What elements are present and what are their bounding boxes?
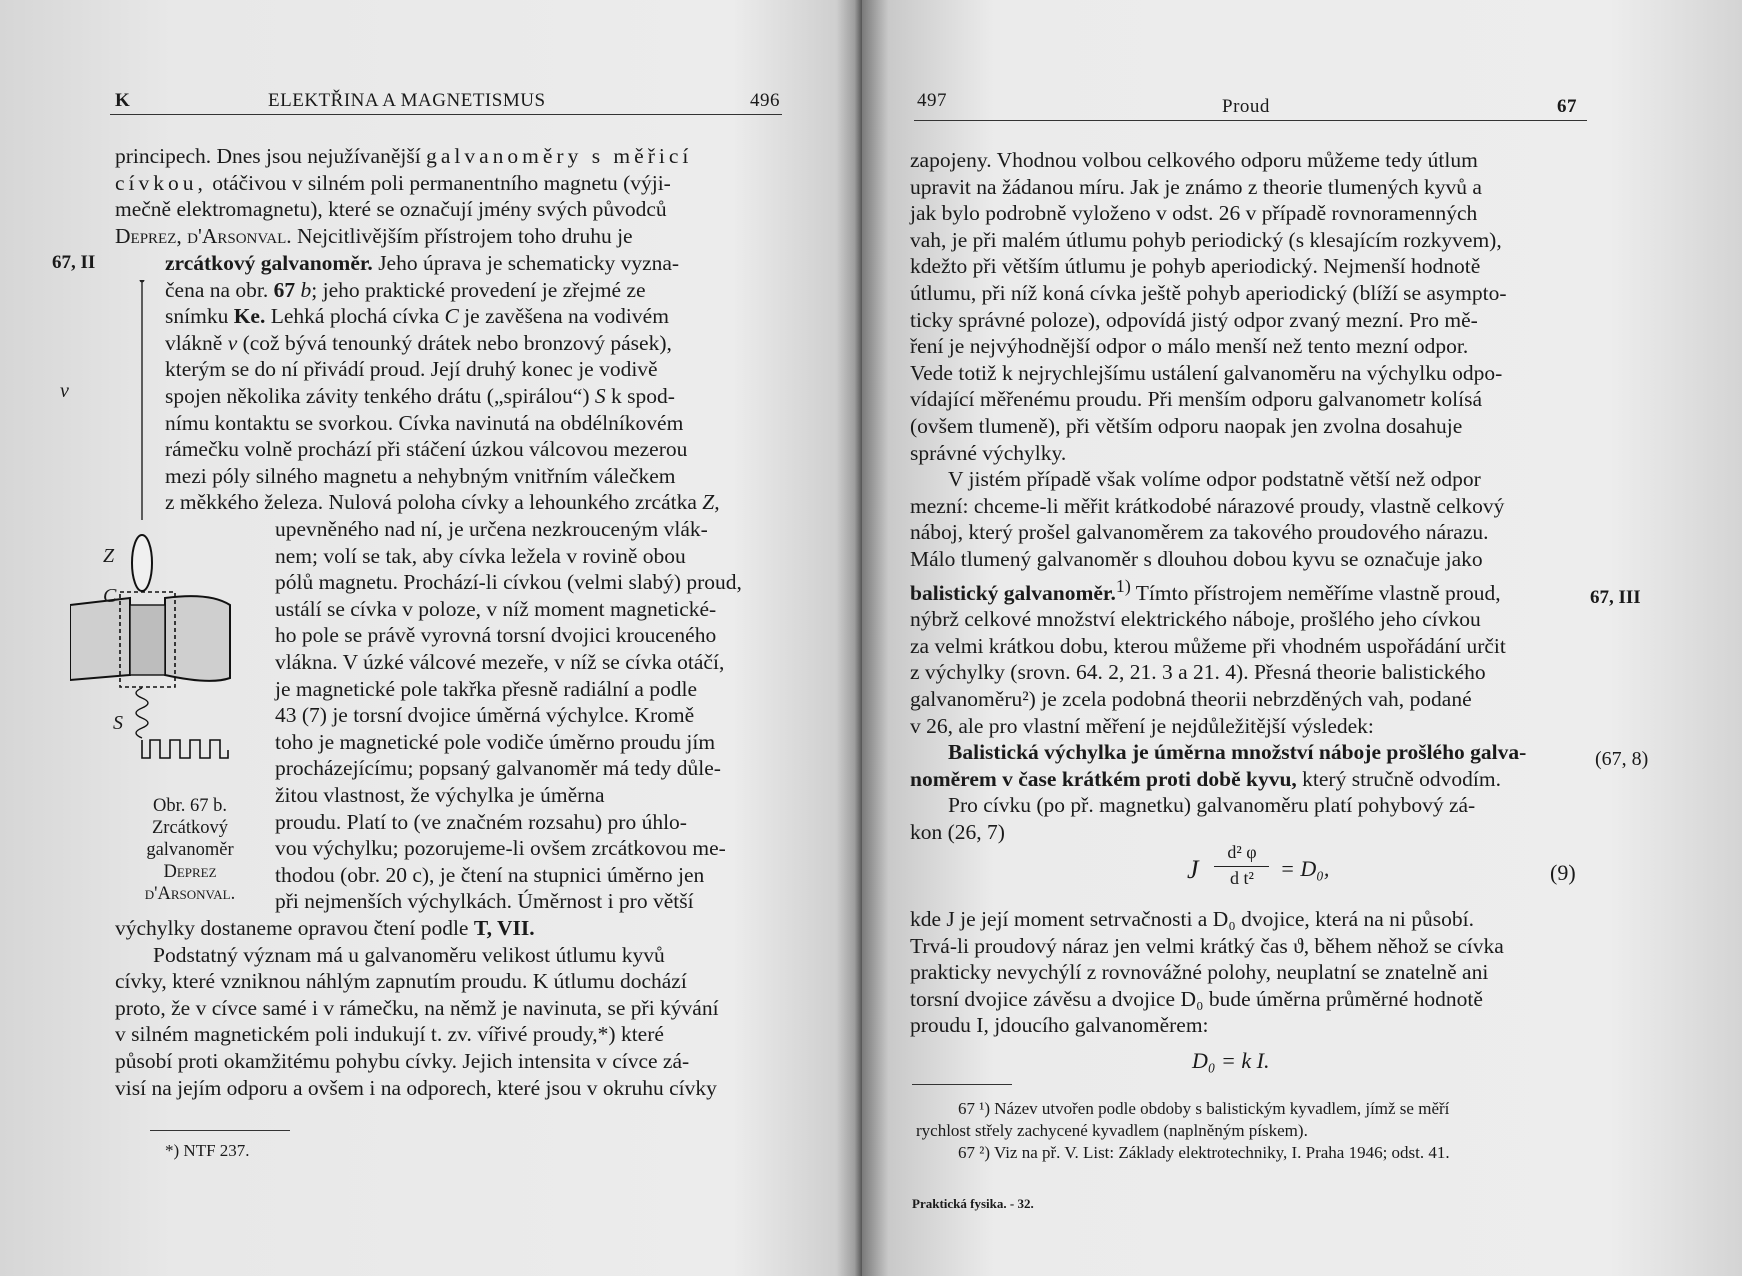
line: nem; volí se tak, aby cívka ležela v rovině obou: [275, 543, 686, 568]
caption-line: d'Arsonval.: [144, 884, 236, 904]
footnote-1b: rychlost střely zachycené kyvadlem (naplněným pískem).: [916, 1121, 1308, 1140]
line: jak bylo podrobně vyloženo v odst. 26 v případě rovnoramenných: [910, 201, 1478, 226]
line: Málo tlumený galvanoměr s dlouhou dobou kyvu se označuje jako: [910, 546, 1483, 571]
spaced-text: galvanoměry s měřicí: [426, 144, 693, 168]
line: [115, 196, 783, 223]
text-run: k spod-: [605, 383, 675, 408]
line: při nejmenších výchylkách. Úměrnost i pro větší: [275, 889, 694, 914]
left-page: [0, 0, 862, 1276]
bold-law: noměrem v čase krátkém proti době kyvu,: [910, 766, 1297, 791]
footnote-2: 67 ²) Viz na př. V. List: Základy elektrotechniky, I. Praha 1946; odst. 41.: [958, 1143, 1450, 1162]
left-header-title: ELEKTŘINA A MAGNETISMUS: [268, 90, 546, 111]
line: vou výchylku; pozorujeme-li ovšem zrcátkovou me-: [275, 836, 726, 861]
printer-signature: Praktická fysika. - 32.: [912, 1196, 1034, 1211]
line: torsní dvojice závěsu a dvojice D₀ bude úměrna průměrné hodnotě: [910, 986, 1483, 1011]
law-line: Balistická výchylka je úměrna množství náboje prošlého galva-: [948, 740, 1527, 765]
italic-symbol: S: [594, 383, 606, 408]
spaced-text: cívkou,: [115, 170, 207, 195]
equation-9-lhs: J: [1187, 855, 1199, 884]
figure-label-s: S: [113, 712, 123, 734]
equation-d0: D₀ = k I.: [1192, 1048, 1270, 1073]
line: [115, 170, 783, 197]
right-margin-note-2: (67, 8): [1595, 748, 1649, 770]
equation-9-denominator: d t²: [1230, 868, 1254, 888]
line: kde J je její moment setrvačnosti a D₀ dvojice, která na ni působí.: [910, 907, 1474, 931]
line: [910, 573, 1586, 607]
text-run: je zavěšena na vodivém: [458, 304, 669, 329]
equation-9-rhs: = D₀,: [1280, 856, 1330, 881]
line: procházejícímu; popsaný galvanoměr má tedy důle-: [275, 756, 721, 781]
line: vah, je při malém útlumu pohyb periodický (s klesajícím rozkyvem),: [910, 227, 1502, 252]
line: prakticky nevychýlí z rovnovážné polohy, neuplatní se znatelně ani: [910, 960, 1489, 985]
left-header-section: K: [115, 90, 131, 111]
caption-line: Obr. 67 b.: [153, 796, 227, 816]
text-run: který stručně odvodím.: [1296, 766, 1501, 791]
right-body-text: [910, 147, 1586, 846]
line: ustálí se cívka v poloze, v níž moment magnetické-: [275, 596, 717, 621]
line: Pro cívku (po př. magnetku) galvanoměru platí pohybový zá-: [948, 793, 1476, 818]
text-run: Tímto přístrojem neměříme vlastně proud,: [1130, 580, 1501, 605]
italic-symbol: Z,: [702, 490, 720, 515]
line: proudu. Platí to (ve značném rozsahu) pro úhlo-: [275, 809, 687, 834]
line: toho je magnetické pole vodiče úměrno proudu jím: [275, 729, 716, 754]
line: je magnetické pole takřka přesně radiální a podle: [275, 676, 698, 701]
line: galvanoměru²) je zcela podobná theorii nebrzděných vah, podané: [910, 687, 1472, 712]
line: nýbrž celkové množství elektrického náboje, prošlého jeho cívkou: [910, 607, 1481, 632]
spiral-spring: [136, 688, 148, 738]
line: [115, 223, 783, 250]
line: v 26, ale pro vlastní měření je nejdůležitější výsledek:: [910, 713, 1374, 738]
equation-9-numerator: d² φ: [1227, 842, 1257, 862]
line: zapojeny. Vhodnou volbou celkového odporu můžeme tedy útlum: [910, 148, 1478, 172]
galvanometer-figure: [70, 280, 270, 780]
figure-caption: [125, 795, 255, 905]
line: proto, že v cívce samé i v rámečku, na němž je navinuta, se při kývání: [115, 995, 719, 1020]
left-lower-text: [115, 915, 783, 1101]
text-run: vlákně: [165, 330, 228, 355]
caption-line: Zrcátkový: [151, 818, 229, 838]
line: Podstatný význam má u galvanoměru velikost útlumu kyvů: [153, 942, 665, 967]
footnote-1a: 67 ¹) Název utvořen podle obdoby s balistickým kyvadlem, jímž se měří: [958, 1099, 1450, 1118]
text-run: výchylky dostaneme opravou čtení podle: [115, 916, 474, 940]
bold-term: zrcátkový galvanoměr.: [165, 251, 373, 275]
bold-ref: 67: [273, 277, 296, 302]
magnet-left-pole: [70, 598, 130, 680]
line: ticky správné poloze), odpovídá jistý odpor zvaný mezní. Pro mě-: [910, 307, 1478, 332]
text-run: snímku: [165, 304, 234, 329]
line: kon (26, 7): [910, 820, 1005, 844]
left-margin-note: 67, II: [52, 252, 96, 273]
line: proudu I, jdoucího galvanoměrem:: [910, 1013, 1209, 1038]
line: [115, 915, 783, 942]
figure-label-v: v: [60, 380, 69, 402]
line: z výchylky (srovn. 64. 2, 21. 3 a 21. 4). Přesná theorie balistického: [910, 660, 1486, 685]
footnote-ref: 1): [1115, 575, 1131, 596]
line: [165, 250, 783, 277]
small-caps-names: Deprez, d'Arsonval.: [115, 223, 292, 248]
text-run: spojen několika závity tenkého drátu („spirálou“): [165, 383, 595, 408]
right-header-rule: [914, 120, 1587, 121]
line: (ovšem tlumeně), při větším odporu naopak jen zvolna dosahuje: [910, 413, 1463, 438]
contact-terminal: [142, 740, 228, 758]
text-run: principech. Dnes jsou nejužívanější: [115, 144, 427, 168]
text-run: Nejcitlivějším přístrojem toho druhu je: [291, 223, 633, 248]
line: [115, 143, 783, 170]
right-margin-note-1: 67, III: [1590, 587, 1641, 608]
text-run: mečně elektromagnetu), které se označují jmény svých původců: [115, 197, 667, 222]
footnote-rule: [150, 1130, 290, 1131]
text-run: ; jeho praktické provedení je zřejmé ze: [311, 277, 646, 302]
equation-9-label: (9): [1550, 860, 1576, 885]
mirror: [132, 535, 152, 591]
right-body-text-2: [910, 906, 1586, 1039]
line: vídající měřenému proudu. Při menším odporu galvanometr kolísá: [910, 387, 1483, 412]
figure-label-c: C: [103, 585, 117, 607]
line: správné výchylky.: [910, 440, 1067, 465]
italic-ref: b: [295, 277, 312, 302]
right-header-page-number: 497: [917, 90, 947, 111]
right-header-section: 67: [1557, 96, 1577, 117]
line: cívky, které vzniknou náhlým zapnutím proudu. K útlumu dochází: [115, 969, 687, 994]
line: visí na jejím odporu a ovšem i na odporech, které jsou v okruhu cívky: [115, 1075, 717, 1100]
left-opening-text: [115, 143, 783, 249]
right-footnotes: [916, 1098, 1588, 1164]
line: upevněného nad ní, je určena nezkrouceným vlák-: [275, 517, 708, 541]
fraction-bar: [1214, 866, 1269, 867]
italic-symbol: v: [227, 330, 238, 355]
left-header-rule: [110, 114, 782, 115]
text-run: rámečku volně prochází při stáčení úzkou válcovou mezerou: [165, 437, 688, 462]
caption-line: Deprez: [163, 862, 217, 882]
thread-anchor: [140, 280, 145, 283]
right-footnote-rule: [912, 1084, 1012, 1085]
line: thodou (obr. 20 c), je čtení na stupnici úměrno jen: [275, 862, 705, 887]
line: [910, 766, 1586, 793]
line: ření je nejvýhodnější odpor o málo menší než tento mezní odpor.: [910, 334, 1469, 359]
figure-label-z: Z: [103, 545, 115, 567]
line: upravit na žádanou míru. Jak je známo z theorie tlumených kyvů a: [910, 174, 1482, 199]
text-run: kterým se do ní přivádí proud. Její druhý konec je vodivě: [165, 357, 658, 382]
text-run: nímu kontaktu se svorkou. Cívka navinutá na obdélníkovém: [165, 410, 684, 435]
line: útlumu, při níž koná cívka ještě pohyb aperiodický (blíží se asympto-: [910, 280, 1507, 305]
iron-cylinder: [130, 605, 165, 675]
caption-line: galvanoměr: [146, 840, 234, 860]
right-page: [862, 0, 1742, 1276]
left-figure-side-text: [275, 516, 783, 915]
italic-symbol: C: [444, 304, 459, 329]
line: V jistém případě však volíme odpor podstatně větší než odpor: [948, 467, 1481, 492]
text-run: (což bývá tenounký drátek nebo bronzový pásek),: [237, 330, 672, 355]
line: 43 (7) je torsní dvojice úměrná výchylce. Kromě: [275, 703, 695, 728]
text-run: Jeho úprava je schematicky vyzna-: [372, 251, 680, 275]
line: žitou vlastnost, že výchylka je úměrna: [275, 782, 605, 807]
text-run: otáčivou v silném poli permanentního magnetu (výji-: [206, 170, 671, 195]
line: v silném magnetickém poli indukují t. zv. vířivé proudy,*) které: [115, 1022, 664, 1047]
line: Trvá-li proudový náraz jen velmi krátký čas ϑ, během něhož se cívka: [910, 933, 1504, 958]
text-run: z měkkého železa. Nulová poloha cívky a lehounkého zrcátka: [165, 490, 703, 515]
line: ho pole se právě vyrovná torsní dvojici krouceného: [275, 623, 717, 648]
line: vlákna. V úzké válcové mezeře, v níž se cívka otáčí,: [275, 649, 725, 674]
text-run: Lehká plochá cívka: [265, 304, 445, 329]
line: mezní: chceme-li měřit krátkodobé nárazové proudy, vlastně celkový: [910, 493, 1505, 518]
bold-ref: Ke.: [233, 304, 266, 329]
right-header-title: Proud: [1222, 96, 1270, 117]
line: pólů magnetu. Prochází-li cívkou (velmi slabý) proud,: [275, 570, 742, 595]
line: kdežto při větším útlumu je pohyb aperiodický. Nejmenší hodnotě: [910, 254, 1481, 279]
line: náboj, který prošel galvanoměrem za takového proudového nárazu.: [910, 520, 1489, 545]
text-run: čena na obr.: [165, 277, 274, 302]
bold-term: balistický galvanoměr.: [910, 580, 1116, 605]
line: působí proti okamžitému pohybu cívky. Jejich intensita v cívce zá-: [115, 1048, 690, 1073]
line: Vede totiž k nejrychlejšímu ustálení galvanoměru na výchylku odpo-: [910, 360, 1503, 385]
bold-ref: T, VII.: [473, 916, 535, 940]
left-footnote: *) NTF 237.: [165, 1141, 250, 1160]
text-run: mezi póly silného magnetu a nehybným vnitřním válečkem: [165, 463, 676, 488]
line: za velmi krátkou dobu, kterou můžeme při vhodném uspořádání určit: [910, 633, 1506, 658]
left-header-page-number: 496: [750, 90, 780, 111]
